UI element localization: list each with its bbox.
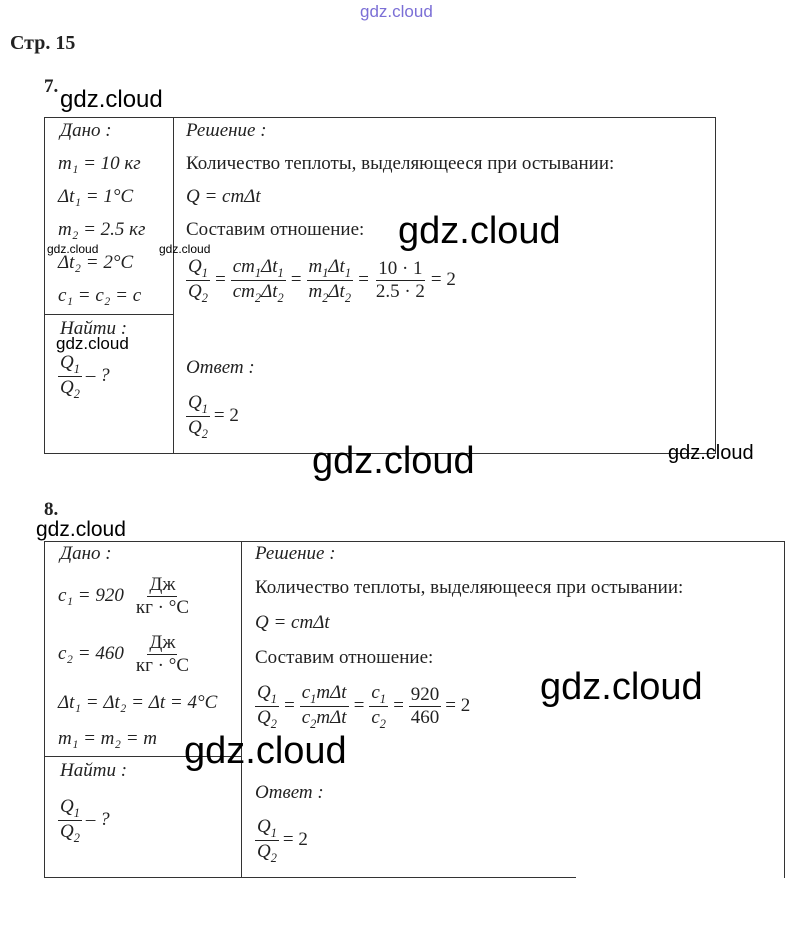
given-line: m₁ = 10 кг xyxy=(58,153,141,174)
watermark: gdz.cloud xyxy=(184,730,347,772)
watermark: gdz.cloud xyxy=(312,440,475,482)
watermark: gdz.cloud xyxy=(540,666,703,708)
solution-text: Количество теплоты, выделяющееся при остывании: xyxy=(255,577,684,598)
given-line: m₂ = 2.5 кг xyxy=(58,219,146,240)
given-line: c₁ = c₂ = c xyxy=(58,285,142,306)
find-ratio: $\frac{Q_1}{Q_2}$ – ? xyxy=(60,352,110,401)
given-label: Дано : xyxy=(60,543,112,564)
watermark: gdz.cloud xyxy=(36,518,126,541)
solution-label: Решение : xyxy=(186,120,267,141)
given-line: Δt₁ = 1°C xyxy=(58,186,134,207)
watermark: gdz.cloud xyxy=(668,442,754,464)
solution-text: Составим отношение: xyxy=(255,647,434,668)
watermark: gdz.cloud xyxy=(360,2,433,21)
watermark: gdz.cloud xyxy=(398,210,561,252)
find-label: Найти : xyxy=(60,760,128,781)
answer-label: Ответ : xyxy=(186,357,255,378)
page-title: Стр. 15 xyxy=(10,32,76,54)
watermark: gdz.cloud xyxy=(159,242,211,256)
given-line: Δt₂ = 2°C xyxy=(58,252,134,273)
problem-7-number: 7. xyxy=(44,76,59,97)
solution-text: Количество теплоты, выделяющееся при остывании: xyxy=(186,153,615,174)
given-line: c₂ = 460 $\frac{Дж}{кг \cdot ^\circ C}$ xyxy=(58,632,189,676)
watermark: gdz.cloud xyxy=(56,334,129,353)
given-label: Дано : xyxy=(60,120,112,141)
watermark: gdz.cloud xyxy=(47,242,99,256)
heat-formula: Q = cmΔt xyxy=(255,612,330,633)
ratio-equation: $\frac{Q_1}{Q_2}$ = $\frac{c_1m\Delta t}{c_2m\Delta t}$ = $\frac{c_1}{c_2}$ = $\frac{920}{460}$ = 2 xyxy=(257,682,471,731)
answer-equation: $\frac{Q_1}{Q_2}$ = 2 xyxy=(188,392,239,441)
find-ratio: $\frac{Q_1}{Q_2}$ – ? xyxy=(60,796,110,845)
given-line: c₁ = 920 $\frac{Дж}{кг \cdot ^\circ C}$ xyxy=(58,574,189,618)
watermark: gdz.cloud xyxy=(60,86,163,113)
heat-formula: Q = cmΔt xyxy=(186,186,261,207)
solution-label: Решение : xyxy=(255,543,336,564)
given-line: m₁ = m₂ = m xyxy=(58,728,158,749)
answer-label: Ответ : xyxy=(255,782,324,803)
find-label: Найти : xyxy=(60,318,128,339)
answer-equation: $\frac{Q_1}{Q_2}$ = 2 xyxy=(257,816,308,865)
solution-text: Составим отношение: xyxy=(186,219,365,240)
ratio-equation: $\frac{Q_1}{Q_2}$ = $\frac{cm_1\Delta t_1}{cm_2\Delta t_2}$ = $\frac{m_1\Delta t_1}{m_2\Delta t_2}$ = $\frac{10 \cdot 1}{2.5 \cdot 2}$ = 2 xyxy=(188,256,456,305)
problem-8-number: 8. xyxy=(44,499,59,520)
given-line: Δt₁ = Δt₂ = Δt = 4°C xyxy=(58,692,218,713)
